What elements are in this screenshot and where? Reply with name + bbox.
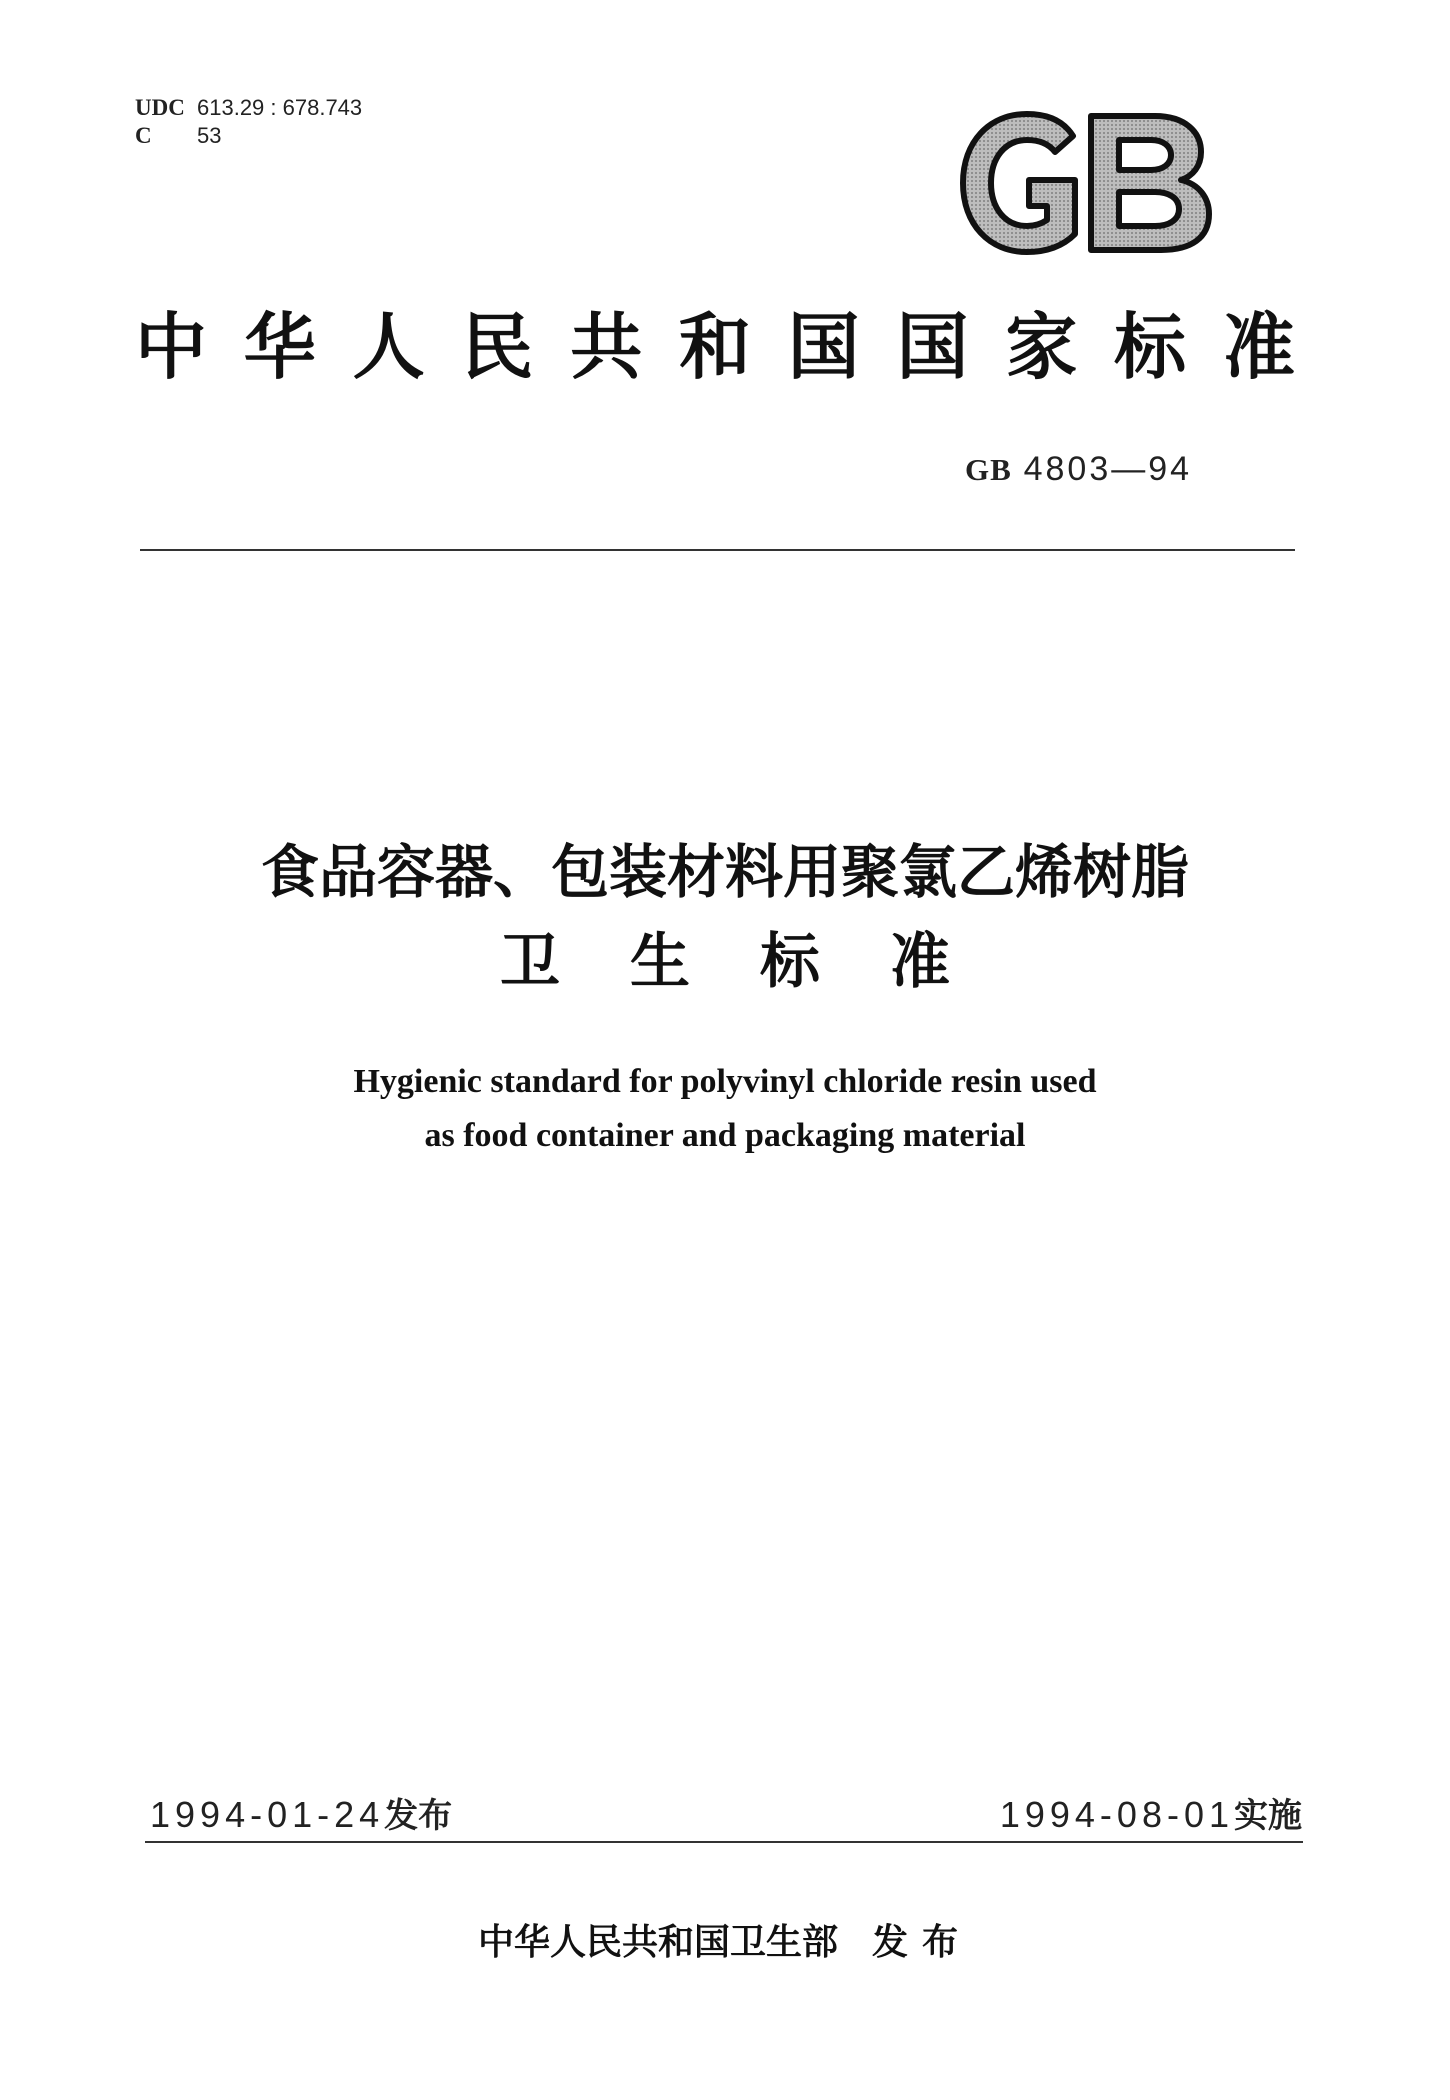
- issue-label: 发布: [384, 1796, 453, 1836]
- title-char: 国: [896, 305, 969, 389]
- class-label: C: [135, 123, 152, 148]
- udc-label: UDC: [135, 95, 185, 120]
- bottom-divider: [145, 1841, 1303, 1843]
- standard-code-number: 4803—94: [1023, 450, 1193, 488]
- title-char: 家: [1005, 305, 1078, 389]
- title-en-line1: Hygienic standard for polyvinyl chloride resin used: [353, 1063, 1097, 1100]
- title-char: 人: [352, 305, 425, 389]
- issue-date: 1994-01-24: [150, 1794, 385, 1835]
- udc-value: 613.29 : 678.743: [197, 95, 363, 120]
- class-line: [135, 122, 362, 150]
- title-char: 共: [570, 305, 643, 389]
- class-value: 53: [197, 123, 222, 148]
- document-title-en: [0, 1055, 1450, 1163]
- gb-logo: [955, 108, 1215, 258]
- publisher-action: 发布: [872, 1922, 973, 1963]
- top-divider: [140, 549, 1295, 551]
- document-title-cn-line2: 卫生标准: [500, 927, 1020, 997]
- implement-label: 实施: [1234, 1796, 1302, 1836]
- title-char: 标: [1114, 305, 1187, 389]
- standard-code-prefix: GB: [965, 452, 1012, 487]
- document-title-cn: 食品容器、包装材料用聚氯乙烯树脂: [260, 838, 1189, 906]
- title-char: 准: [1222, 305, 1295, 389]
- classification-block: [135, 94, 362, 150]
- implement-date-block: [1000, 1792, 1302, 1839]
- title-char: 民: [461, 305, 534, 389]
- udc-line: [135, 94, 362, 122]
- publisher-name: 中华人民共和国卫生部: [477, 1922, 838, 1963]
- standard-code: [965, 448, 1192, 491]
- title-en-line2: as food container and packaging material: [424, 1117, 1026, 1154]
- implement-date: 1994-08-01: [999, 1794, 1234, 1835]
- title-char: 国: [787, 305, 860, 389]
- issue-date-block: [150, 1792, 452, 1839]
- national-standard-title: [135, 302, 1295, 392]
- title-char: 和: [678, 305, 751, 389]
- title-char: 华: [243, 305, 316, 389]
- publisher: [0, 1918, 1450, 1968]
- title-char: 中: [135, 305, 208, 389]
